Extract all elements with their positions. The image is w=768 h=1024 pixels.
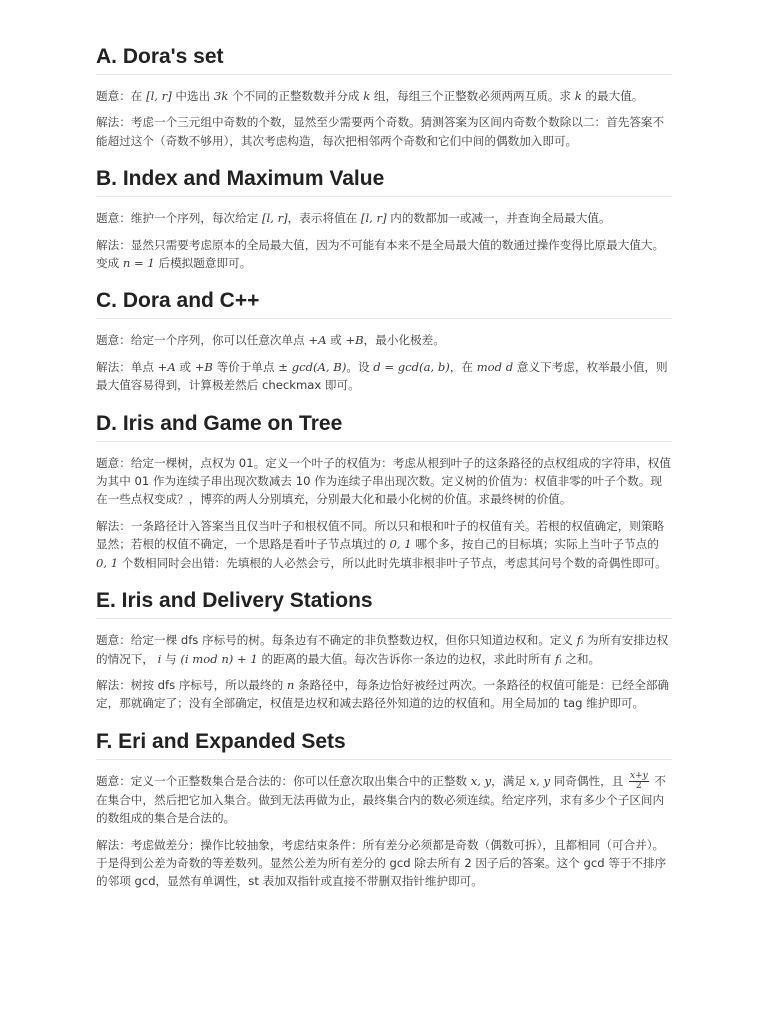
- math-inline: +A: [157, 359, 176, 374]
- problem-statement: [96, 454, 672, 509]
- section-title: B. Index and Maximum Value: [96, 166, 672, 197]
- solution-text: [96, 236, 672, 273]
- text-run: ，满足: [491, 773, 530, 788]
- solution-text: [96, 113, 672, 150]
- solution-text: [96, 358, 672, 395]
- text-run: ，表示将值在: [287, 211, 361, 226]
- text-run: 题意：给定一棵 dfs 序标号的树。每条边有不确定的非负整数边权，但你只知道边权和。定义: [96, 633, 577, 648]
- text-run: 解法：一条路径计入答案当且仅当叶子和根权值不同。所以只和根和叶子的权值有关。若根的权值确定，则策略显然；若根的权值不确定，一个思路是看叶子节点填过的: [96, 518, 665, 552]
- text-run: 的最大值。: [581, 89, 644, 103]
- text-run: ，在: [449, 359, 477, 374]
- text-run: 后模拟题意即可。: [154, 256, 252, 271]
- text-run: 哪个多，按自己的目标填；实际上当叶子节点的: [411, 537, 659, 552]
- text-run: 题意：定义一个正整数集合是合法的：你可以任意次取出集合中的正整数: [96, 773, 471, 788]
- solution-text: [96, 676, 672, 713]
- math-inline: i: [157, 651, 162, 666]
- math-inline: [l, r]: [360, 211, 387, 226]
- text-run: 解法：显然只需要考虑原本的全局最大值，因为不可能有本来不是全局最大值的数通过操作变得比原最大值大。变成: [96, 237, 665, 271]
- text-run: ，最小化极差。: [363, 333, 445, 348]
- math-inline: fᵢ: [576, 633, 584, 648]
- text-run: 条路径中，每条边恰好被经过两次。一条路径的权值可能是：已经全部确定，那就确定了；没有全部确定，权值是边权和减去路径外知道的边的权值和。用全局加的 tag 维护即可。: [96, 677, 670, 711]
- problem-section: [96, 411, 672, 572]
- math-inline: d = gcd(a, b): [373, 359, 450, 374]
- math-inline: k: [363, 89, 371, 103]
- math-inline: 0, 1: [389, 537, 412, 552]
- problem-statement: [96, 331, 672, 349]
- text-run: 个数相同时会出错：先填根的人必然会亏，所以此时先填非根非叶子节点，考虑其问号个数的奇偶性即可。: [118, 555, 667, 570]
- text-run: 。设: [346, 359, 374, 374]
- math-inline: 3k: [213, 89, 229, 103]
- section-title: F. Eri and Expanded Sets: [96, 729, 672, 760]
- text-run: 或: [175, 359, 195, 374]
- text-run: 解法：单点: [96, 359, 158, 374]
- solution-text: [96, 517, 672, 572]
- problem-statement: [96, 772, 672, 828]
- math-inline: 0, 1: [96, 555, 119, 570]
- text-run: 解法：考虑一个三元组中奇数的个数，显然至少需要两个奇数。猜测答案为区间内奇数个数除以二：首先答案不能超过这个（奇数不够用），其次考虑构造，每次把相邻两个奇数和它们中间的偶数加入即可。: [96, 115, 665, 148]
- math-inline: +A: [308, 333, 327, 348]
- problem-section: [96, 288, 672, 394]
- text-run: 与: [161, 651, 181, 666]
- section-title: D. Iris and Game on Tree: [96, 411, 672, 442]
- text-run: 之和。: [561, 651, 601, 666]
- math-inline: ± gcd(A, B): [278, 359, 347, 374]
- math-inline: mod d: [476, 359, 514, 374]
- text-run: 同奇偶性，且: [550, 773, 628, 788]
- text-run: 等价于单点: [212, 359, 279, 374]
- math-inline: n: [286, 677, 295, 692]
- math-inline: (i mod n) + 1: [180, 651, 258, 666]
- math-inline: x, y: [529, 773, 551, 788]
- section-title: A. Dora's set: [96, 44, 672, 75]
- text-run: 题意：维护一个序列，每次给定: [96, 211, 262, 226]
- math-inline: +B: [345, 333, 364, 348]
- text-run: 题意：给定一棵树，点权为 01。定义一个叶子的权值为：考虑从根到叶子的这条路径的点权组成的字符串，权值为其中 01 作为连续子串出现次数减去 10 作为连续子串出现次数。定义树的价值为：权值非零的叶子个数。现在一些点权变成？，博弈的两人分别填充，分别最大化和最小化树的价值。求最终树的价值。: [96, 455, 671, 507]
- problem-statement: [96, 87, 672, 105]
- solution-text: [96, 836, 672, 891]
- problem-section: [96, 588, 672, 713]
- section-title: E. Iris and Delivery Stations: [96, 588, 672, 619]
- problem-statement: [96, 209, 672, 227]
- text-run: 题意：给定一个序列，你可以任意次单点: [96, 333, 309, 348]
- text-run: 题意：在: [96, 89, 147, 103]
- problem-statement: [96, 631, 672, 668]
- math-inline: k: [574, 89, 582, 103]
- math-inline: +B: [194, 359, 213, 374]
- math-inline: x, y: [470, 773, 492, 788]
- text-run: 为所有安排边权的情况下，: [96, 633, 669, 666]
- text-run: 中选出: [171, 89, 214, 103]
- problem-section: [96, 44, 672, 150]
- problem-section: [96, 166, 672, 272]
- text-run: 或: [326, 333, 346, 348]
- text-run: 内的数都加一或减一，并查询全局最大值。: [386, 211, 611, 226]
- math-inline: n = 1: [122, 256, 155, 271]
- math-inline: fᵢ: [555, 651, 562, 666]
- text-run: 解法：考虑做差分：操作比较抽象，考虑结束条件：所有差分必须都是奇数（偶数可拆），且都相同（可合并）。于是得到公差为奇数的等差数列。显然公差为所有差分的 gcd 除去所有 2 因子后的答案。这个 gcd 等于不排序的邻项 gcd，显然有单调性，st 表加双指针或直接不带删双指针维护即可。: [96, 837, 667, 889]
- section-title: C. Dora and C++: [96, 288, 672, 319]
- math-inline: [l, r]: [262, 211, 288, 226]
- text-run: 不在集合中，然后把它加入集合。做到无法再做为止，最终集合内的数必须连续。给定序列，求有多少个子区间内的数组成的集合是合法的。: [96, 773, 667, 826]
- math-fraction: $\frac{x+y}{2}$: [630, 770, 648, 791]
- text-run: 解法：树按 dfs 序标号，所以最终的: [96, 677, 287, 692]
- math-inline: [l, r]: [146, 89, 172, 103]
- text-run: 组，每组三个正整数必须两两互质。求: [370, 89, 575, 103]
- problem-section: [96, 729, 672, 891]
- text-run: 个不同的正整数数并分成: [228, 89, 364, 103]
- text-run: 的距离的最大值。每次告诉你一条边的边权，求此时所有: [257, 651, 556, 666]
- text-run: 意义下考虑，枚举最小值，则最大值容易得到，计算极差然后 checkmax 即可。: [96, 359, 668, 393]
